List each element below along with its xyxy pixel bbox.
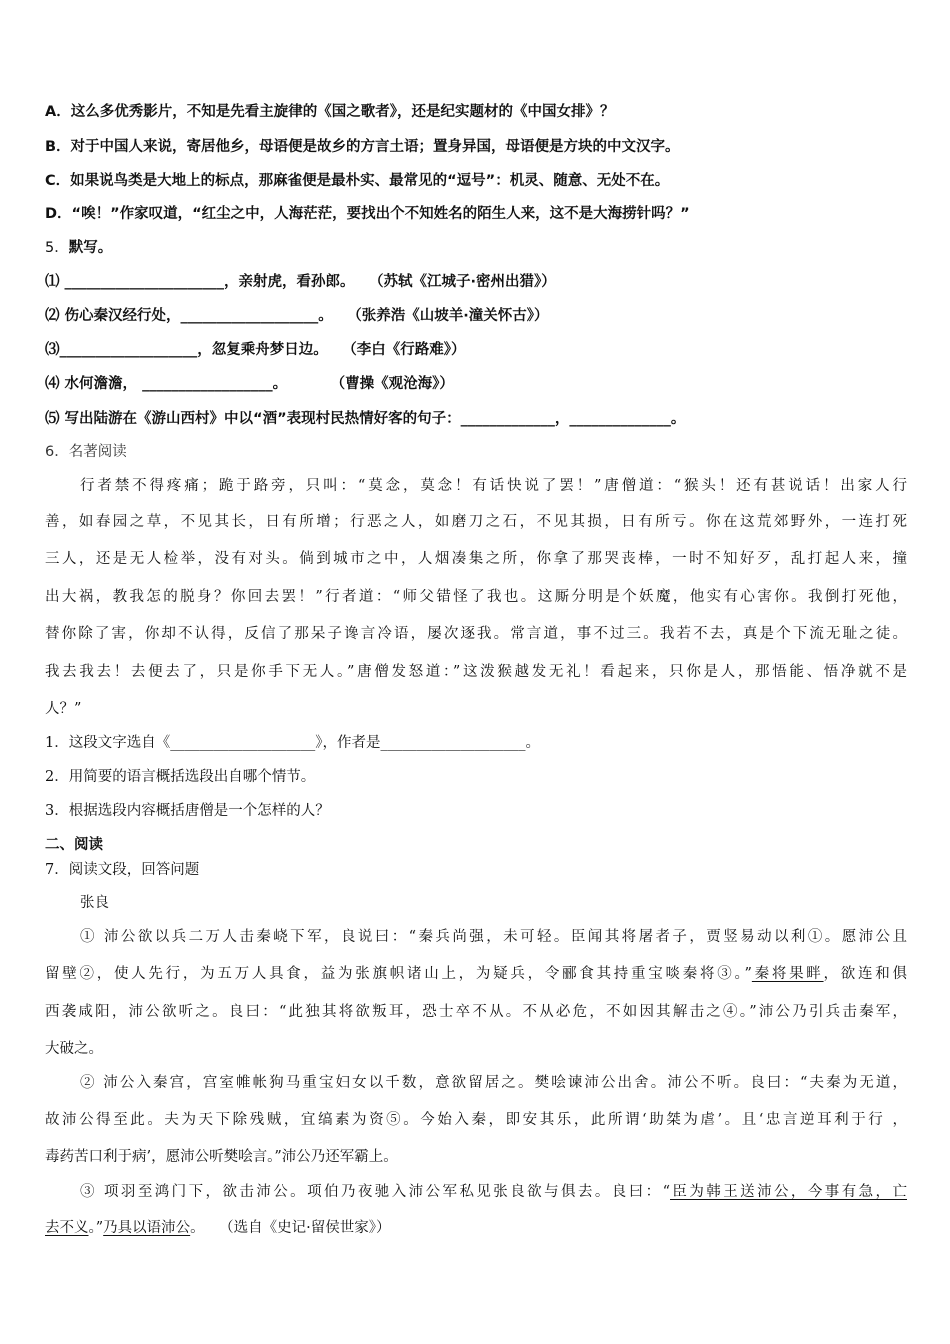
text-line <box>45 442 127 462</box>
text-segment: 3．根据选段内容概括唐僧是一个怎样的人？ <box>45 803 330 819</box>
text-line <box>45 1218 391 1238</box>
text-segment: ① 沛公欲以兵二万人击秦峣下军，良说曰：“秦兵尚强，未可轻。臣闻其将屠者子，贾竖易动以利①。愿沛公且 <box>80 929 907 945</box>
text-line <box>45 587 907 607</box>
text-segment: 西袭咸阳，沛公欲听之。良曰：“此独其将欲叛耳，恐士卒不从。不从必危，不如因其解击之④。”沛公乃引兵击秦军， <box>45 1004 907 1020</box>
text-segment: A．这么多优秀影片，不知是先看主旋律的《国之歌者》，还是纪实题材的《中国女排》？ <box>45 104 615 120</box>
text-line <box>45 340 466 360</box>
text-segment: 行者禁不得疼痛；跪于路旁，只叫：“莫念，莫念！有话快说了罢！”唐僧道：“猴头！还有甚说话！出家人行 <box>80 478 907 494</box>
text-segment: 三人，还是无人检举，没有对头。倘到城市之中，人烟凑集之所，你拿了那哭丧棒，一时不知好歹，乱打起人来，撞 <box>45 551 907 567</box>
text-segment: 故沛公得至此。夫为天下除残贼，宜缟素为资⑤。今始入秦，即安其乐，此所谓‘助桀为虐’。且‘忠言逆耳利于行 ， <box>45 1112 907 1128</box>
text-segment: 。 （选自《史记·留侯世家》） <box>190 1220 391 1236</box>
text-segment: 默写。 <box>68 240 113 256</box>
text-line <box>45 662 907 682</box>
text-line <box>80 893 109 913</box>
text-segment: 。” <box>88 1220 104 1236</box>
text-line <box>45 102 614 122</box>
underlined-text: 臣为韩王送沛公，今事有急，亡 <box>670 1184 907 1200</box>
text-segment: 毒药苦口利于病’，愿沛公听樊哙言。”沛公乃还军霸上。 <box>45 1149 398 1165</box>
text-line <box>45 767 315 787</box>
text-line <box>45 699 81 719</box>
text-line <box>45 204 690 224</box>
text-segment: ⑶___________________，忽复乘舟梦日边。 （李白《行路难》） <box>45 342 466 358</box>
text-segment: ⑸ 写出陆游在《游山西村》中以“酒”表现村民热情好客的句子：_____________，______________。 <box>45 411 686 427</box>
text-line <box>45 860 199 880</box>
text-segment: 替你除了害，你却不认得，反信了那呆子谗言冷语，屡次逐我。常言道，事不过三。我若不去，真是个下流无耻之徒。 <box>45 626 907 642</box>
text-line <box>45 137 680 157</box>
text-segment: 5． <box>45 240 69 256</box>
text-segment: 人？” <box>45 701 82 717</box>
text-segment: 留壁②，使人先行，为五万人具食，益为张旗帜诸山上，为疑兵，令郦食其持重宝啖秦将③。” <box>45 966 752 982</box>
text-segment: 出大祸，教我怎的脱身？你回去罢！”行者道：“师父错怪了我也。这厮分明是个妖魔，他实有心害你。我倒打死他， <box>45 589 907 605</box>
text-line <box>45 409 685 429</box>
text-line <box>45 733 540 753</box>
text-line <box>45 835 103 855</box>
text-segment: ③ 项羽至鸿门下，欲击沛公。项伯乃夜驰入沛公军私见张良欲与俱去。良曰：“ <box>80 1184 670 1200</box>
text-line <box>45 1039 103 1059</box>
text-line <box>80 927 907 947</box>
text-segment: ，欲连和俱 <box>823 966 907 982</box>
text-segment: 张良 <box>80 895 109 911</box>
text-line <box>45 171 669 191</box>
text-segment: 1．这段文字选自《____________________》，作者是____________________。 <box>45 735 540 751</box>
text-line <box>45 374 454 394</box>
text-segment: D．“唉！”作家叹道，“红尘之中，人海茫茫，要找出个不知姓名的陌生人来，这不是大海捞针吗？” <box>45 206 690 222</box>
text-line <box>80 476 907 496</box>
text-line <box>45 1110 907 1130</box>
text-segment: ⑵ 伤心秦汉经行处，___________________。 （张养浩《山坡羊·潼关怀古》） <box>45 308 549 324</box>
text-line <box>80 1182 907 1202</box>
text-segment: B．对于中国人来说，寄居他乡，母语便是故乡的方言土语；置身异国，母语便是方块的中文汉字。 <box>45 139 680 155</box>
text-line <box>45 549 907 569</box>
text-segment: 善，如春园之草，不见其长，日有所增；行恶之人，如磨刀之石，不见其损，日有所亏。你在这荒郊野外，一连打死 <box>45 514 907 530</box>
text-segment: 二、阅读 <box>45 837 103 853</box>
text-line <box>45 1147 398 1167</box>
text-line <box>45 512 907 532</box>
text-segment: 6．名著阅读 <box>45 444 127 460</box>
text-segment: 2．用简要的语言概括选段出自哪个情节。 <box>45 769 316 785</box>
text-line <box>45 238 112 258</box>
text-segment: ⑴ ______________________，亲射虎，看孙郎。 （苏轼《江城子·密州出猎》） <box>45 274 556 290</box>
underlined-text: 秦将果畔 <box>751 966 824 982</box>
underlined-text: 乃具以语沛公 <box>103 1220 191 1236</box>
text-segment: ② 沛公入秦宫，宫室帷帐狗马重宝妇女以千数，意欲留居之。樊哙谏沛公出舍。沛公不听。良曰：“夫秦为无道， <box>80 1075 907 1091</box>
text-line <box>45 801 330 821</box>
text-line <box>45 272 556 292</box>
text-segment: 我去我去！去便去了，只是你手下无人。”唐僧发怒道：”这泼猴越发无礼！看起来，只你是人，那悟能、悟净就不是 <box>45 664 907 680</box>
text-line <box>45 624 907 644</box>
text-segment: C．如果说鸟类是大地上的标点，那麻雀便是最朴实、最常见的“逗号”：机灵、随意、无处不在。 <box>45 173 670 189</box>
text-segment: ⑷ 水何澹澹， __________________。 （曹操《观沧海》） <box>45 376 454 392</box>
text-line <box>45 964 907 984</box>
text-line <box>45 1002 907 1022</box>
text-segment: 大破之。 <box>45 1041 103 1057</box>
text-segment: 7．阅读文段，回答问题 <box>45 862 200 878</box>
underlined-text: 去不义 <box>45 1220 89 1236</box>
text-line <box>45 306 549 326</box>
text-line <box>80 1073 907 1093</box>
